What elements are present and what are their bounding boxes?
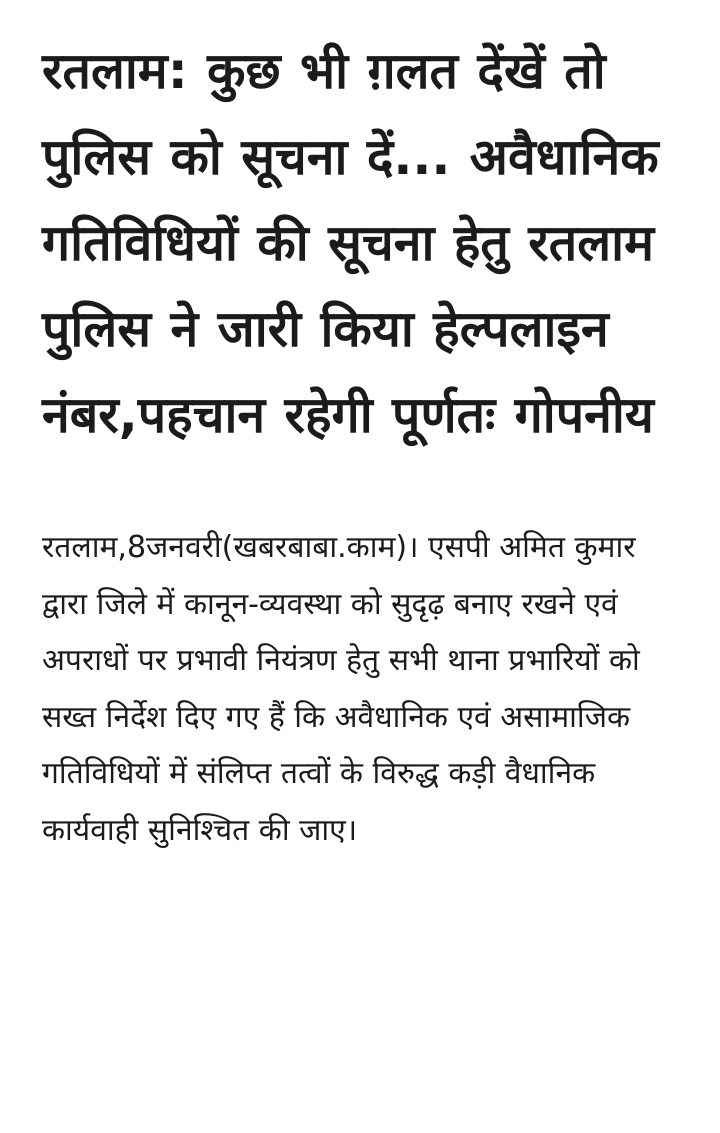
article-body: रतलाम,8जनवरी(खबरबाबा.काम)। एसपी अमित कुमार द्वारा जिले में कानून-व्यवस्था को सुदृढ़ बनाए रखने एवं अपराधों पर प्रभावी नियंत्रण हेतु सभी थाना प्रभारियों को सख्त निर्देश दिए गए हैं कि अवैधानिक एवं असामाजिक गतिविधियों में संलिप्त तत्वों के विरुद्ध कड़ी वैधानिक कार्यवाही सुनिश्चित की जाए। <box>42 530 640 848</box>
article-headline: रतलाम: कुछ भी ग़लत देंखें तो पुलिस को सूचना दें... अवैधानिक गतिविधियों की सूचना हेतु रतलाम पुलिस ने जारी किया हेल्पलाइन नंबर,पहचान रहेगी पूर्णतः गोपनीय <box>42 42 659 444</box>
